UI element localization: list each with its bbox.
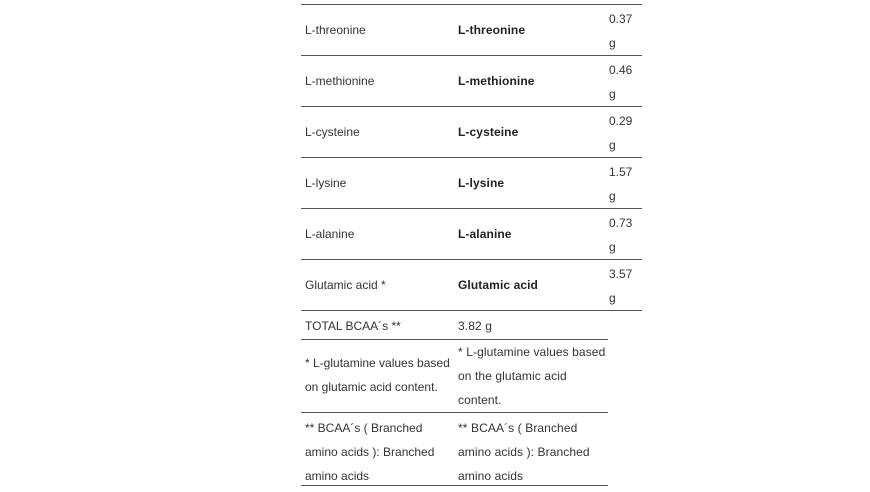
- amino-name-bold: L-lysine: [458, 176, 505, 190]
- table-row: [301, 56, 642, 107]
- footnote-left: * L-glutamine values based on glutamic acid content.: [305, 356, 450, 394]
- footnote-right: * L-glutamine values based on the glutamic acid content.: [458, 345, 606, 407]
- amino-name-bold: L-cysteine: [458, 125, 519, 139]
- amino-name: L-alanine: [305, 227, 355, 241]
- amino-value: 0.29 g: [609, 114, 633, 152]
- amino-value: 1.57 g: [609, 165, 633, 203]
- table-row: [301, 158, 642, 209]
- total-label: TOTAL BCAA´s **: [305, 319, 401, 333]
- total-value: 3.82 g: [458, 319, 492, 333]
- table-row: [301, 4, 642, 56]
- amino-name: Glutamic acid *: [305, 278, 386, 292]
- table-row: [301, 260, 642, 311]
- amino-value: 3.57 g: [609, 267, 633, 305]
- footnote-row: [301, 413, 608, 486]
- amino-value: 0.73 g: [609, 216, 633, 254]
- amino-value: 0.46 g: [609, 63, 633, 101]
- amino-name: L-threonine: [305, 23, 366, 37]
- amino-name-bold: L-methionine: [458, 74, 535, 88]
- table-row: [301, 107, 642, 158]
- amino-name-bold: L-threonine: [458, 23, 526, 37]
- footnote-row: [301, 340, 608, 413]
- nutrition-table: [301, 4, 642, 486]
- table-row: [301, 209, 642, 260]
- footnote-left: ** BCAA´s ( Branched amino acids ): Branched amino acids: [305, 421, 435, 483]
- amino-value: 0.37 g: [609, 12, 633, 50]
- amino-name: L-methionine: [305, 74, 375, 88]
- amino-name-bold: Glutamic acid: [458, 278, 538, 292]
- total-bcaa-row: [301, 311, 608, 340]
- amino-name-bold: L-alanine: [458, 227, 512, 241]
- amino-name: L-lysine: [305, 176, 347, 190]
- amino-name: L-cysteine: [305, 125, 360, 139]
- footnote-right: ** BCAA´s ( Branched amino acids ): Branched amino acids: [458, 421, 590, 483]
